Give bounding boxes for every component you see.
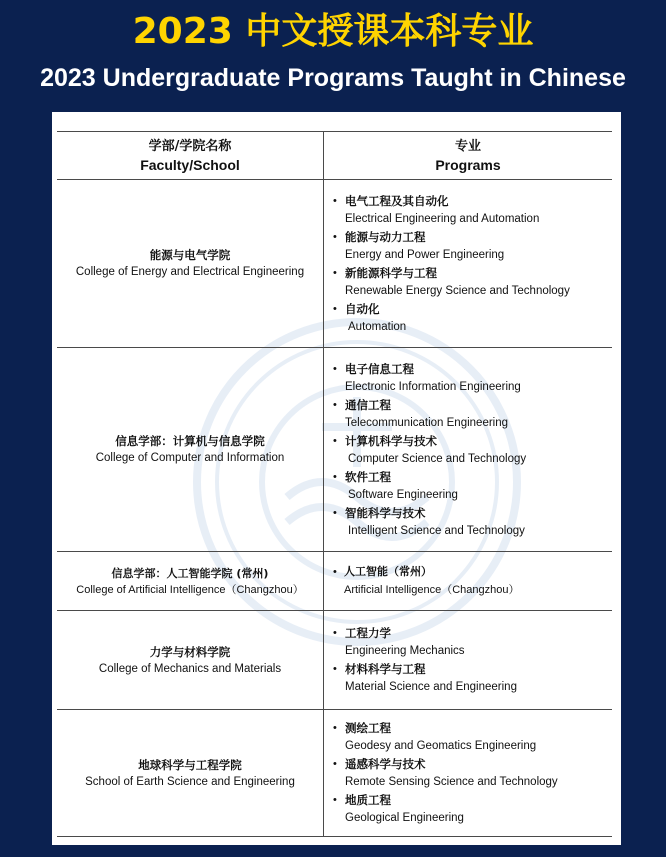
table-row — [57, 348, 612, 552]
table-header-row — [57, 132, 612, 180]
programs-cell — [324, 710, 613, 837]
list-item: • 遥感科学与技术 Remote Sensing Science and Technology — [332, 755, 612, 791]
programs-cell — [324, 552, 613, 611]
programs-panel — [52, 112, 621, 845]
list-item: • 能源与动力工程 Energy and Power Engineering — [332, 228, 612, 264]
list-item: • 智能科学与技术 Intelligent Science and Technology — [332, 504, 612, 540]
faculty-column-header: 学部/学院名称 Faculty/School — [57, 132, 324, 180]
table-row — [57, 180, 612, 348]
list-item: • 通信工程 Telecommunication Engineering — [332, 396, 612, 432]
faculty-cell: 力学与材料学院 College of Mechanics and Materials — [57, 611, 324, 710]
table-row — [57, 710, 612, 837]
table-row — [57, 611, 612, 710]
list-item: • 新能源科学与工程 Renewable Energy Science and Technology — [332, 264, 612, 300]
list-item: • 测绘工程 Geodesy and Geomatics Engineering — [332, 719, 612, 755]
list-item: • 地质工程 Geological Engineering — [332, 791, 612, 827]
list-item: • 工程力学 Engineering Mechanics — [332, 624, 612, 660]
list-item: • 软件工程 Software Engineering — [332, 468, 612, 504]
faculty-cell: 信息学部：计算机与信息学院 College of Computer and Information — [57, 348, 324, 552]
list-item: • 计算机科学与技术 Computer Science and Technology — [332, 432, 612, 468]
programs-cell — [324, 348, 613, 552]
page-title-cn: 2023 中文授课本科专业 — [132, 11, 534, 52]
programs-column-header: 专业 Programs — [324, 132, 613, 180]
programs-table — [57, 131, 612, 837]
table-row — [57, 552, 612, 611]
list-item: • 人工智能（常州） Artificial Intelligence（Changzhou） — [332, 563, 612, 599]
list-item: • 电子信息工程 Electronic Information Engineering — [332, 360, 612, 396]
faculty-cell: 地球科学与工程学院 School of Earth Science and Engineering — [57, 710, 324, 837]
faculty-cell: 信息学部：人工智能学院 (常州) College of Artificial Intelligence（Changzhou） — [57, 552, 324, 611]
programs-cell — [324, 611, 613, 710]
page-title-en: 2023 Undergraduate Programs Taught in Chinese — [40, 64, 626, 92]
faculty-cell: 能源与电气学院 College of Energy and Electrical Engineering — [57, 180, 324, 348]
programs-cell — [324, 180, 613, 348]
list-item: • 材料科学与工程 Material Science and Engineering — [332, 660, 612, 696]
list-item: • 电气工程及其自动化 Electrical Engineering and Automation — [332, 192, 612, 228]
list-item: • 自动化 Automation — [332, 300, 612, 336]
